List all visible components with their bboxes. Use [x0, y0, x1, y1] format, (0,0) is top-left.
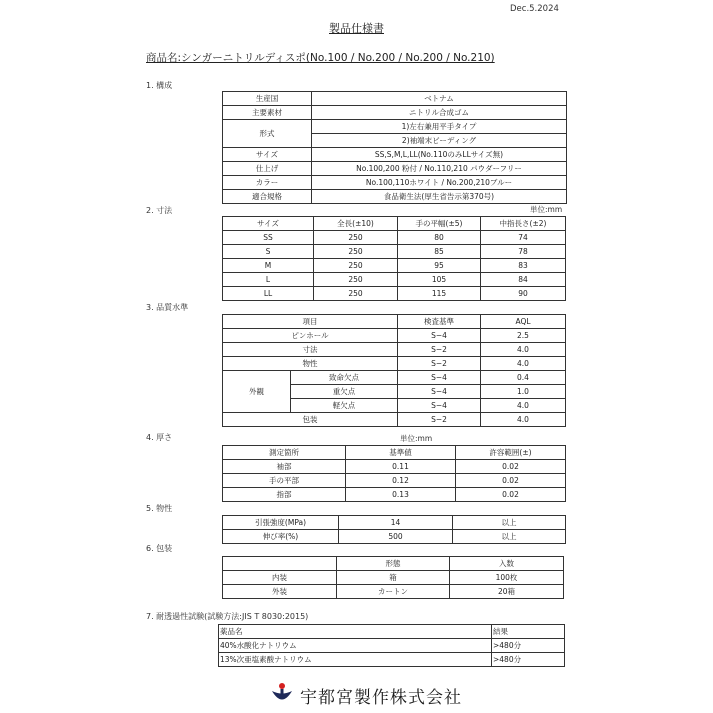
column-header: 形態: [337, 557, 450, 571]
cell: 以上: [453, 516, 566, 530]
cell: 78: [481, 245, 566, 259]
cell: 250: [314, 245, 398, 259]
row-key: 仕上げ: [223, 162, 312, 176]
cell: 1.0: [481, 385, 566, 399]
cell: S: [223, 245, 314, 259]
cell: S−2: [398, 357, 481, 371]
cell: 2.5: [481, 329, 566, 343]
cell: 250: [314, 259, 398, 273]
row-key: 適合規格: [223, 190, 312, 204]
column-header: AQL: [481, 315, 566, 329]
table-row: [223, 245, 566, 259]
table-row: [223, 92, 567, 106]
cell: 0.02: [456, 488, 566, 502]
row-key: カラー: [223, 176, 312, 190]
column-header: 測定箇所: [223, 446, 346, 460]
table-row: [223, 120, 567, 134]
unit-label: 単位:mm: [530, 205, 563, 214]
table-row: [223, 571, 564, 585]
table-row: [223, 106, 567, 120]
cell: 袖部: [223, 460, 346, 474]
column-header: 許容範囲(±): [456, 446, 566, 460]
table-row: [223, 287, 566, 301]
cell: 重欠点: [291, 385, 398, 399]
cell: 95: [398, 259, 481, 273]
cell: 手の平部: [223, 474, 346, 488]
cell: 250: [314, 287, 398, 301]
cell: カートン: [337, 585, 450, 599]
table-row: [223, 190, 567, 204]
table-header-row: [223, 217, 566, 231]
packaging-table: [222, 556, 564, 599]
document-date: Dec.5.2024: [510, 4, 559, 14]
table-row: [223, 474, 566, 488]
cell: 外装: [223, 585, 337, 599]
table-row: [223, 176, 567, 190]
cell: 80: [398, 231, 481, 245]
column-header: 項目: [223, 315, 398, 329]
cell: 0.4: [481, 371, 566, 385]
column-header: [223, 557, 337, 571]
company-name: 宇都宮製作株式会社: [300, 687, 462, 708]
cell: S−4: [398, 399, 481, 413]
cell: 4.0: [481, 343, 566, 357]
cell: 4.0: [481, 357, 566, 371]
table-row: [223, 530, 566, 544]
cell: 0.11: [346, 460, 456, 474]
table-row: [223, 413, 566, 427]
cell: S−4: [398, 329, 481, 343]
column-header: 検査基準: [398, 315, 481, 329]
table-row: [219, 639, 565, 653]
table-row: [223, 329, 566, 343]
cell: 40%水酸化ナトリウム: [219, 639, 492, 653]
table-header-row: [219, 625, 565, 639]
column-header: 結果: [492, 625, 565, 639]
cell: 115: [398, 287, 481, 301]
section-5-label: 5. 物性: [146, 504, 173, 513]
column-header: 入数: [450, 557, 564, 571]
cell: 74: [481, 231, 566, 245]
cell: 13%次亜塩素酸ナトリウム: [219, 653, 492, 667]
dimensions-table: [222, 216, 566, 301]
table-header-row: [223, 557, 564, 571]
cell: 包装: [223, 413, 398, 427]
table-row: [223, 585, 564, 599]
cell: 伸び率(%): [223, 530, 339, 544]
composition-table: [222, 91, 567, 204]
cell: L: [223, 273, 314, 287]
cell: LL: [223, 287, 314, 301]
unit-label: 単位:mm: [400, 434, 433, 443]
cell: S−4: [398, 385, 481, 399]
cell: 軽欠点: [291, 399, 398, 413]
thickness-table: [222, 445, 566, 502]
row-value: ニトリル合成ゴム: [312, 106, 567, 120]
section-6-label: 6. 包装: [146, 544, 173, 553]
cell: 寸法: [223, 343, 398, 357]
table-row: [223, 371, 566, 385]
row-value: No.100,200 粉付 / No.110,210 パウダーフリー: [312, 162, 567, 176]
row-value: 1)左右兼用平手タイプ: [312, 120, 567, 134]
column-header: 全長(±10): [314, 217, 398, 231]
appearance-group-label: 外観: [223, 371, 291, 413]
row-value: 2)袖端末ビーディング: [312, 134, 567, 148]
table-header-row: [223, 315, 566, 329]
cell: 90: [481, 287, 566, 301]
cell: 以上: [453, 530, 566, 544]
cell: 105: [398, 273, 481, 287]
cell: 4.0: [481, 413, 566, 427]
cell: 83: [481, 259, 566, 273]
column-header: 基準値: [346, 446, 456, 460]
cell: 84: [481, 273, 566, 287]
column-header: 手の平幅(±5): [398, 217, 481, 231]
column-header: 中指長さ(±2): [481, 217, 566, 231]
cell: 0.02: [456, 474, 566, 488]
cell: SS: [223, 231, 314, 245]
cell: 0.02: [456, 460, 566, 474]
table-row: [223, 357, 566, 371]
cell: 致命欠点: [291, 371, 398, 385]
table-header-row: [223, 446, 566, 460]
cell: 箱: [337, 571, 450, 585]
cell: 引張強度(MPa): [223, 516, 339, 530]
row-key: 主要素材: [223, 106, 312, 120]
column-header: サイズ: [223, 217, 314, 231]
table-row: [223, 516, 566, 530]
row-key: 形式: [223, 120, 312, 148]
cell: 250: [314, 231, 398, 245]
permeation-test-table: [218, 624, 565, 667]
section-1-label: 1. 構成: [146, 81, 173, 90]
product-name: 商品名:シンガーニトリルディスポ(No.100 / No.200 / No.200 / No.210): [146, 52, 495, 64]
table-row: [223, 148, 567, 162]
cell: 500: [339, 530, 453, 544]
table-row: [223, 259, 566, 273]
row-key: 生産国: [223, 92, 312, 106]
row-value: No.100,110ホワイト / No.200,210ブルー: [312, 176, 567, 190]
row-value: SS,S,M,L,LL(No.110のみLLサイズ無): [312, 148, 567, 162]
company-logo-icon: [270, 682, 294, 708]
table-row: [223, 460, 566, 474]
document-title: 製品仕様書: [329, 22, 384, 35]
table-row: [223, 162, 567, 176]
company-logo: [270, 682, 462, 708]
table-row: [223, 231, 566, 245]
column-header: 薬品名: [219, 625, 492, 639]
cell: S−2: [398, 413, 481, 427]
section-3-label: 3. 品質水準: [146, 303, 189, 312]
section-7-label: 7. 耐透過性試験(試験方法:JIS T 8030:2015): [146, 612, 309, 621]
physical-properties-table: [222, 515, 566, 544]
section-4-label: 4. 厚さ: [146, 433, 173, 442]
table-row: [219, 653, 565, 667]
cell: 20箱: [450, 585, 564, 599]
row-value: ベトナム: [312, 92, 567, 106]
cell: 85: [398, 245, 481, 259]
quality-table: [222, 314, 566, 427]
cell: >480分: [492, 639, 565, 653]
cell: S−4: [398, 371, 481, 385]
cell: M: [223, 259, 314, 273]
table-row: [223, 488, 566, 502]
cell: 14: [339, 516, 453, 530]
table-row: [223, 273, 566, 287]
cell: 0.13: [346, 488, 456, 502]
cell: 250: [314, 273, 398, 287]
section-2-label: 2. 寸法: [146, 206, 173, 215]
cell: ピンホール: [223, 329, 398, 343]
table-row: [223, 343, 566, 357]
row-key: サイズ: [223, 148, 312, 162]
cell: 0.12: [346, 474, 456, 488]
cell: 物性: [223, 357, 398, 371]
cell: S−2: [398, 343, 481, 357]
row-value: 食品衛生法(厚生省告示第370号): [312, 190, 567, 204]
cell: 内装: [223, 571, 337, 585]
cell: 4.0: [481, 399, 566, 413]
cell: 指部: [223, 488, 346, 502]
cell: >480分: [492, 653, 565, 667]
cell: 100枚: [450, 571, 564, 585]
